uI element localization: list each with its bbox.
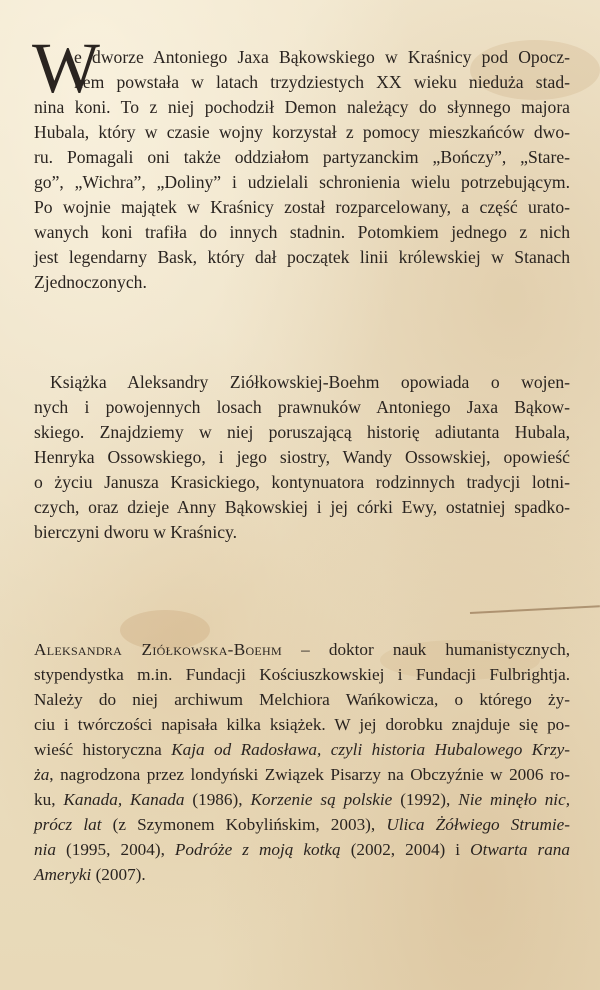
text-line: Hubala, który w czasie wojny korzystał z pomocy mieszkańców dwo- (34, 122, 570, 142)
text-line: Henryka Ossowskiego, i jego siostry, Wandy Ossowskiej, opowieść (34, 447, 570, 467)
text-line: wanych koni trafiła do innych stadnin. Potomkiem jednego z nich (34, 222, 570, 242)
text-line: jest legendarny Bask, który dał początek linii królewskiej w Stanach (34, 247, 570, 267)
text-line: Po wojnie majątek w Kraśnicy został rozparcelowany, a część urato- (34, 197, 570, 217)
text-line: czych, oraz dzieje Anny Bąkowskiej i jej córki Ewy, ostatniej spadko- (34, 497, 570, 517)
text-line: ża, nagrodzona przez londyński Związek Pisarzy na Obczyźnie w 2006 ro- (34, 765, 570, 784)
book-title: Kaja od Radosława, czyli historia Hubalowego Krzy- (171, 740, 570, 759)
book-title: prócz lat (34, 815, 102, 834)
text-line: stypendystka m.in. Fundacji Kościuszkowskiej i Fundacji Fulbrightja. (34, 665, 570, 684)
blurb-paragraph-1 (34, 45, 570, 295)
text-line: wieść historyczna Kaja od Radosława, czyli historia Hubalowego Krzy- (34, 740, 570, 759)
text-line: nia (1995, 2004), Podróże z moją kotką (2002, 2004) i Otwarta rana (34, 840, 570, 859)
text-line: Zjednoczonych. (34, 272, 147, 292)
book-title: Ulica Żółwiego Strumie- (386, 815, 570, 834)
book-title: Podróże z moją kotką (174, 840, 341, 859)
drop-cap-letter: W (32, 28, 100, 108)
text-line: nych i powojennych losach prawnuków Antoniego Jaxa Bąkow- (34, 397, 570, 417)
book-title: Kanada, Kanada (63, 790, 185, 809)
book-title: Korzenie są polskie (250, 790, 393, 809)
book-title: Otwarta rana (470, 840, 570, 859)
text-line: Należy do niej archiwum Melchiora Wańkowicza, o którego ży- (34, 690, 570, 709)
blurb-paragraph-2 (34, 370, 570, 545)
text-line: bierczyni dworu w Kraśnicy. (34, 522, 238, 542)
text-line: Książka Aleksandry Ziółkowskiej-Boehm opowiada o wojen- (50, 372, 570, 392)
text-line: e dworze Antoniego Jaxa Bąkowskiego w Kraśnicy pod Opocz- (74, 47, 570, 67)
text-line: go”, „Wichra”, „Doliny” i udzielali schronienia wielu potrzebującym. (34, 172, 570, 192)
book-title: ża (34, 765, 50, 784)
text-line: Ameryki (2007). (34, 865, 146, 884)
text-line: ru. Pomagali oni także oddziałom partyzanckim „Bończy”, „Stare- (34, 147, 570, 167)
author-bio (34, 637, 570, 887)
book-title: Nie minęło nic, (458, 790, 571, 809)
text-line: ku, Kanada, Kanada (1986), Korzenie są polskie (1992), Nie minęło nic, (34, 790, 571, 809)
author-name: Aleksandra Ziółkowska-Boehm (34, 640, 282, 659)
text-line: skiego. Znajdziemy w niej poruszającą historię adiutanta Hubala, (34, 422, 570, 442)
text-line: Aleksandra Ziółkowska-Boehm – doktor nauk humanistycznych, (34, 640, 570, 659)
paper-fold-mark (470, 605, 600, 614)
text-line: nina koni. To z niej pochodził Demon należący do słynnego majora (34, 97, 570, 117)
book-title: nia (34, 840, 56, 859)
text-line: ciu i twórczości napisała kilka książek. W jej dorobku znajduje się po- (34, 715, 570, 734)
text-line: prócz lat (z Szymonem Kobylińskim, 2003), Ulica Żółwiego Strumie- (34, 815, 570, 834)
book-title: Ameryki (34, 865, 92, 884)
text-line: nem powstała w latach trzydziestych XX wieku nieduża stad- (74, 72, 570, 92)
text-line: o życiu Janusza Krasickiego, kontynuatora rodzinnych tradycji lotni- (34, 472, 570, 492)
